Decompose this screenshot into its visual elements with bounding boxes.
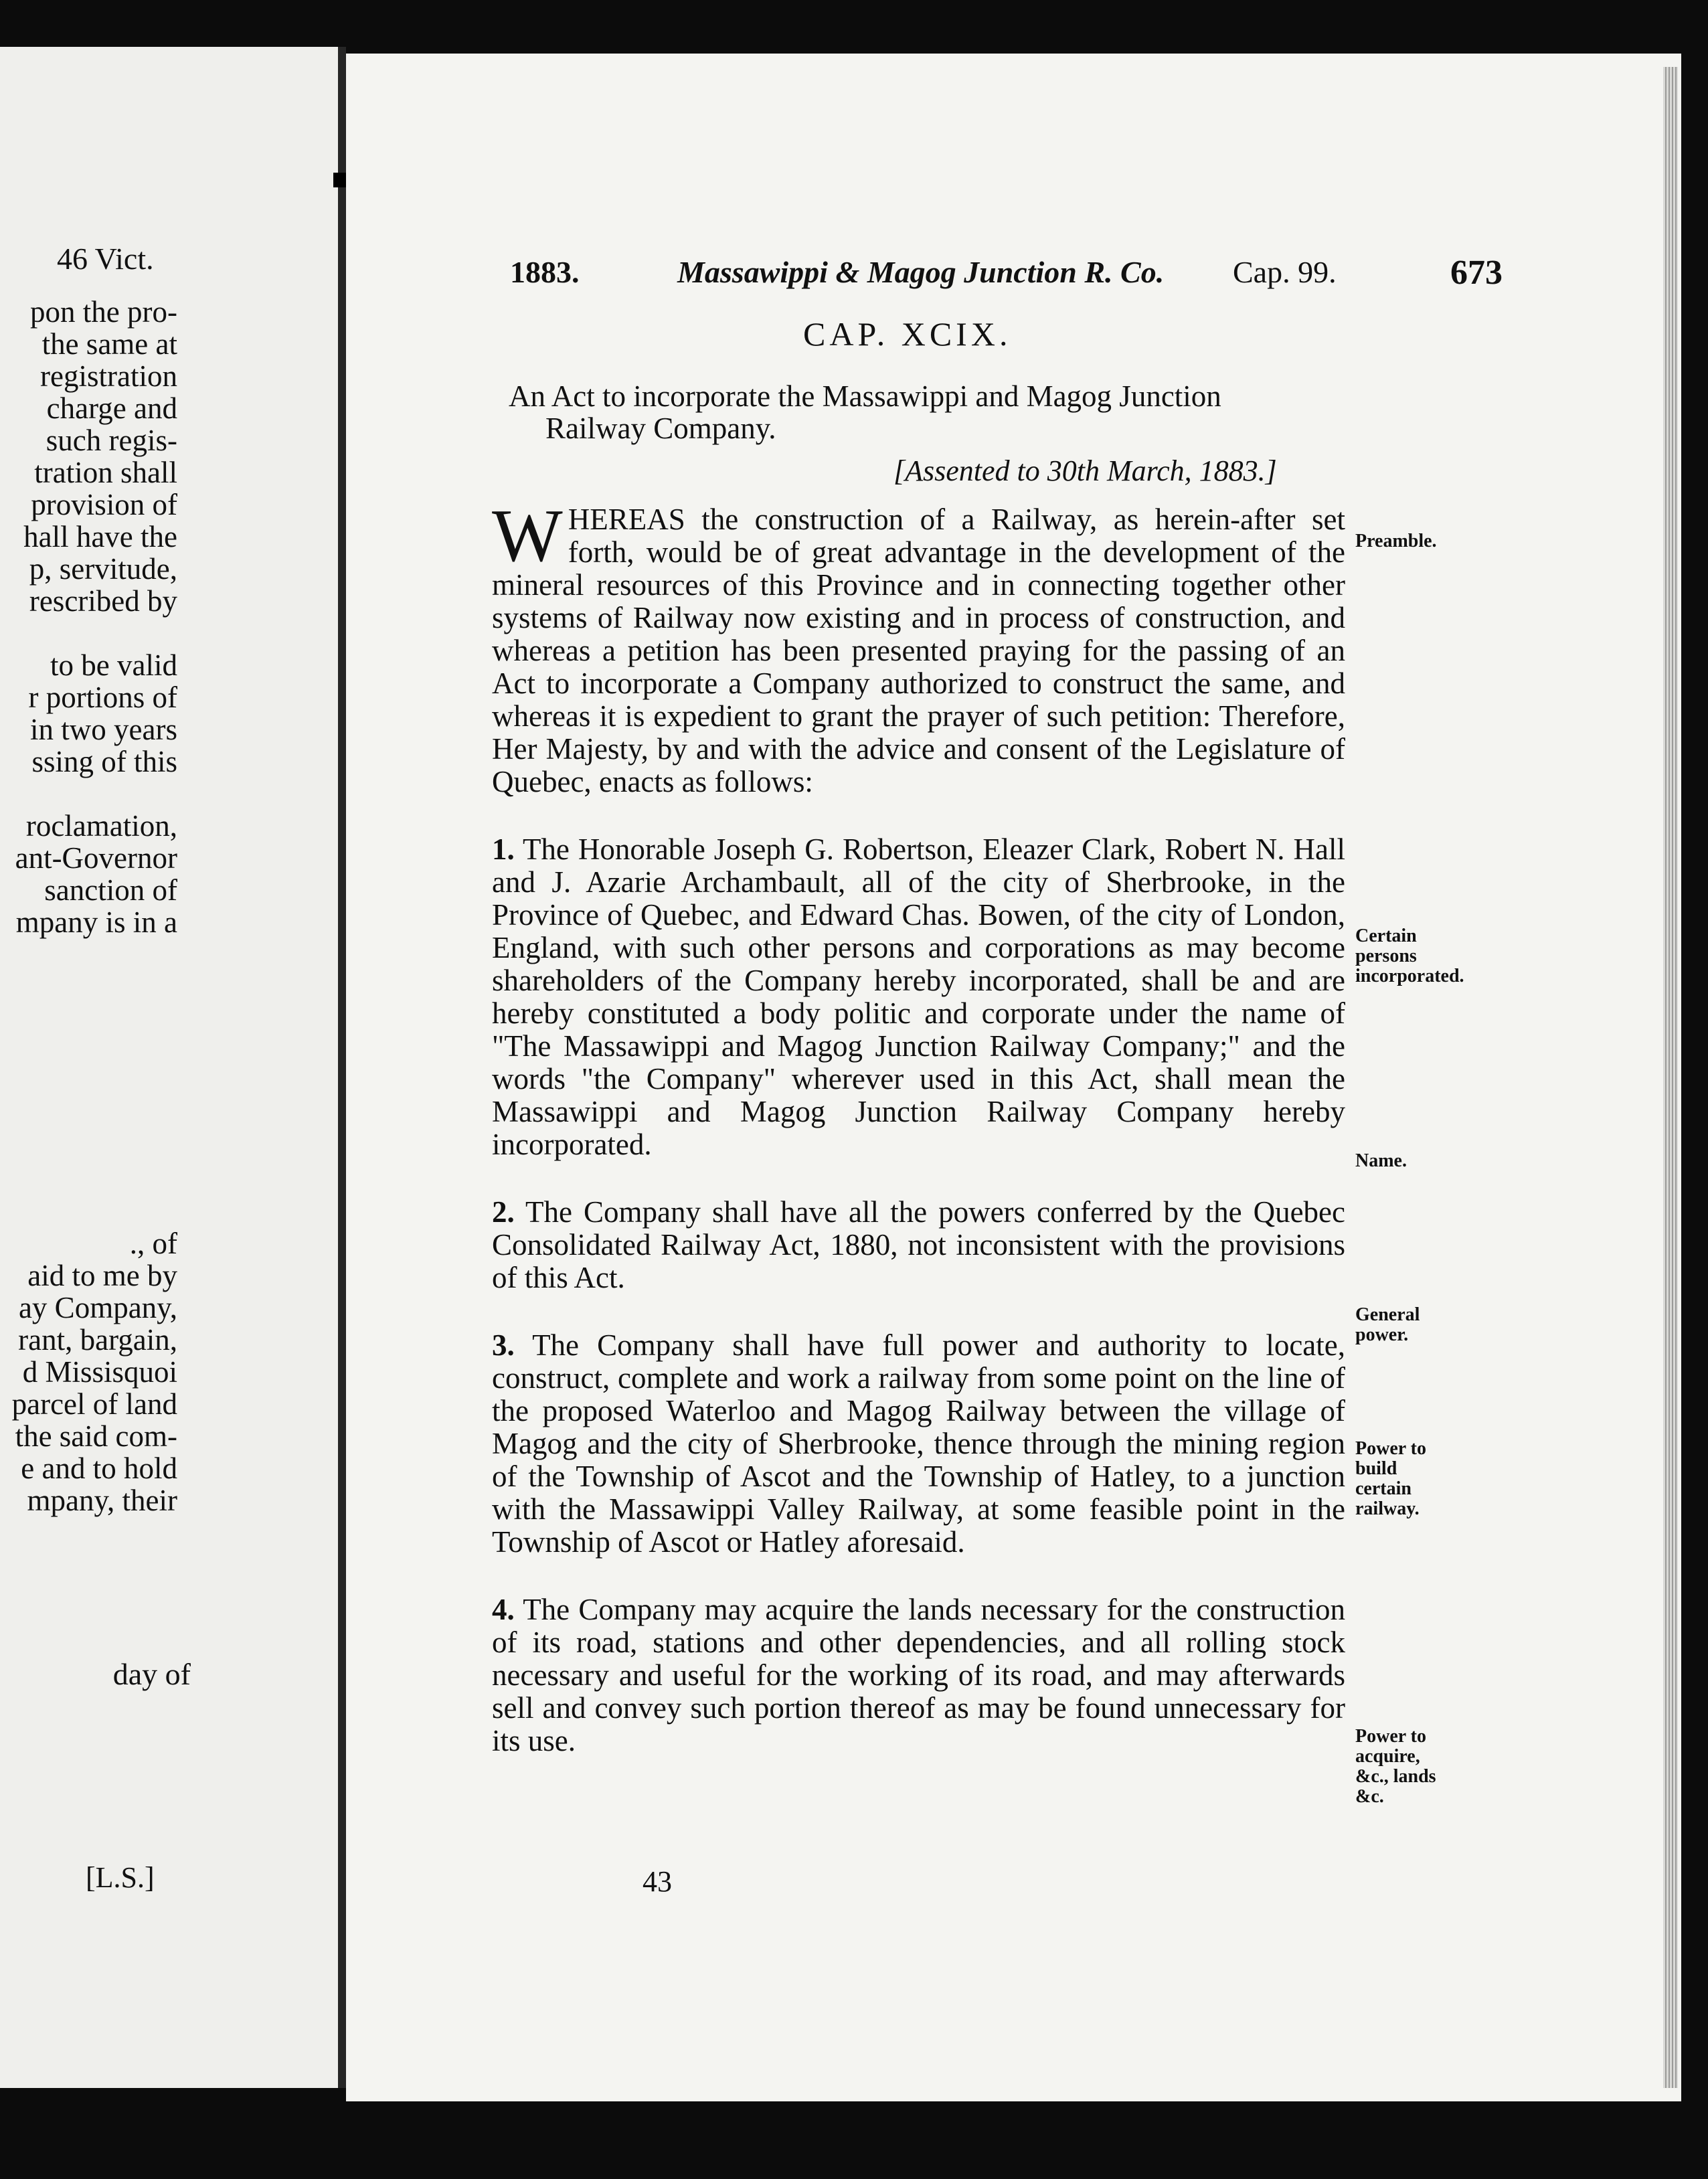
left-page-line: in two years [30, 713, 177, 746]
left-page-line: r portions of [28, 681, 177, 714]
left-page-line [12, 1131, 177, 1163]
left-seal: [L.S.] [86, 1861, 155, 1894]
signature-number: 43 [643, 1865, 672, 1898]
section-number: 2. [492, 1195, 515, 1229]
act-body [492, 495, 1346, 1792]
left-page-line: the same at [41, 327, 177, 361]
left-page-line [12, 1003, 177, 1035]
chapter-heading: CAP. XCIX. [803, 315, 1012, 353]
left-page-line [12, 778, 177, 810]
left-page-line: registration [40, 359, 177, 393]
running-head-cap: Cap. 99. [1233, 255, 1337, 289]
section-number: 4. [492, 1593, 515, 1626]
section-text: The Company may acquire the lands necessary for the construction of its road, stations and other dependencies, and all rolling stock necessary and useful for the working of its road, and may afterwards sell and convey such portion thereof as may be found unnecessary for its use. [492, 1593, 1345, 1757]
left-page-line: such regis- [46, 424, 177, 457]
left-page-line: rescribed by [29, 584, 177, 618]
margin-note-name: Name. [1355, 1150, 1407, 1171]
section-4 [492, 1593, 1345, 1757]
section-1 [492, 833, 1345, 1161]
left-page-line: the said com- [15, 1419, 177, 1453]
left-page-line: d Missisquoi [22, 1355, 177, 1389]
left-page-line [12, 1099, 177, 1131]
left-day-of: day of [112, 1657, 191, 1691]
left-page-line: p, servitude, [29, 552, 177, 586]
left-page-line: e and to hold [21, 1452, 177, 1485]
left-page-line: ., of [129, 1227, 177, 1260]
page-edge [1663, 67, 1678, 2088]
left-page-line: ant-Governor [15, 841, 177, 875]
book-gutter [338, 47, 346, 2088]
left-page-line: hall have the [23, 520, 177, 553]
preamble-paragraph [492, 495, 1345, 798]
margin-note-general: General power. [1355, 1304, 1420, 1345]
left-page-line: mpany is in a [15, 905, 177, 939]
running-head-year: 1883. [510, 255, 580, 289]
section-3 [492, 1329, 1345, 1559]
left-page-line: mpany, their [27, 1484, 177, 1517]
assent-line: [Assented to 30th March, 1883.] [893, 454, 1277, 487]
drop-cap: W [492, 495, 563, 578]
left-page-line [12, 617, 177, 649]
left-page-line [12, 970, 177, 1003]
left-page [0, 47, 338, 2088]
preamble-text: HEREAS the construction of a Railway, as herein-after set forth, would be of great advantage in the development of the mineral resources of this Province and in connecting together other systems of Railway now existing and in process of construction, and whereas a petition has been presented praying for the passing of an Act to incorporate a Company authorized to construct the same, and whereas it is expedient to grant the prayer of such petition: Therefore, Her Majesty, by and with the advice and consent of the Legislature of Quebec, enacts as follows: [492, 503, 1345, 798]
section-text: The Company shall have full power and authority to locate, construct, complete and work a railway from some point on the line of the proposed Waterloo and Magog Railway between the village of Magog and the city of Sherbrooke, thence through the mining region of the Township of Ascot and the Township of Hatley, to a junction with the Massawippi Valley Railway, at some feasible point in the Township of Ascot or Hatley aforesaid. [492, 1328, 1346, 1559]
left-page-line: parcel of land [11, 1387, 177, 1421]
margin-note-persons: Certain persons incorporated. [1355, 926, 1464, 986]
left-page-text [12, 296, 177, 1516]
margin-note-preamble: Preamble. [1355, 531, 1437, 551]
left-page-line: rant, bargain, [18, 1323, 177, 1357]
left-page-line: tration shall [34, 456, 177, 489]
margin-note-acquire: Power to acquire, &c., lands &c. [1355, 1726, 1436, 1807]
running-head-title: Massawippi & Magog Junction R. Co. [677, 255, 1165, 289]
act-title [509, 380, 1352, 444]
left-page-line [12, 1067, 177, 1099]
left-page-line: charge and [46, 391, 177, 425]
section-number: 1. [492, 833, 515, 866]
section-number: 3. [492, 1328, 515, 1362]
left-running-head: 46 Vict. [57, 242, 154, 276]
section-2 [492, 1196, 1345, 1294]
left-page-line [12, 1035, 177, 1067]
act-title-line-1: An Act to incorporate the Massawippi and Magog Junction [509, 379, 1221, 413]
left-page-line: sanction of [44, 873, 177, 907]
section-text: The Company shall have all the powers conferred by the Quebec Consolidated Railway Act, 1880, not inconsistent with the provisions of this Act. [492, 1195, 1346, 1294]
left-page-line: aid to me by [27, 1259, 177, 1292]
left-page-line: pon the pro- [30, 295, 177, 329]
left-page-line: ssing of this [31, 745, 177, 778]
left-page-line: provision of [31, 488, 177, 521]
left-page-line: roclamation, [25, 809, 177, 843]
left-page-line [12, 1163, 177, 1195]
page-number: 673 [1450, 254, 1503, 292]
margin-note-build: Power to build certain railway. [1355, 1438, 1426, 1519]
left-page-line: to be valid [50, 648, 177, 682]
left-page-line: ay Company, [18, 1291, 177, 1324]
act-title-line-2: Railway Company. [545, 412, 776, 445]
left-page-line [12, 1195, 177, 1227]
left-page-line [12, 938, 177, 970]
section-text: The Honorable Joseph G. Robertson, Eleazer Clark, Robert N. Hall and J. Azarie Archambault, all of the city of Sherbrooke, in the Province of Quebec, and Edward Chas. Bowen, of the city of London, England, with such other persons and corporations as may become shareholders of the Company hereby incorporated, shall be and are hereby constituted a body politic and corporate under the name of "The Massawippi and Magog Junction Railway Company;" and the words "the Company" wherever used in this Act, shall mean the Massawippi and Magog Junction Railway Company hereby incorporated. [492, 833, 1346, 1161]
